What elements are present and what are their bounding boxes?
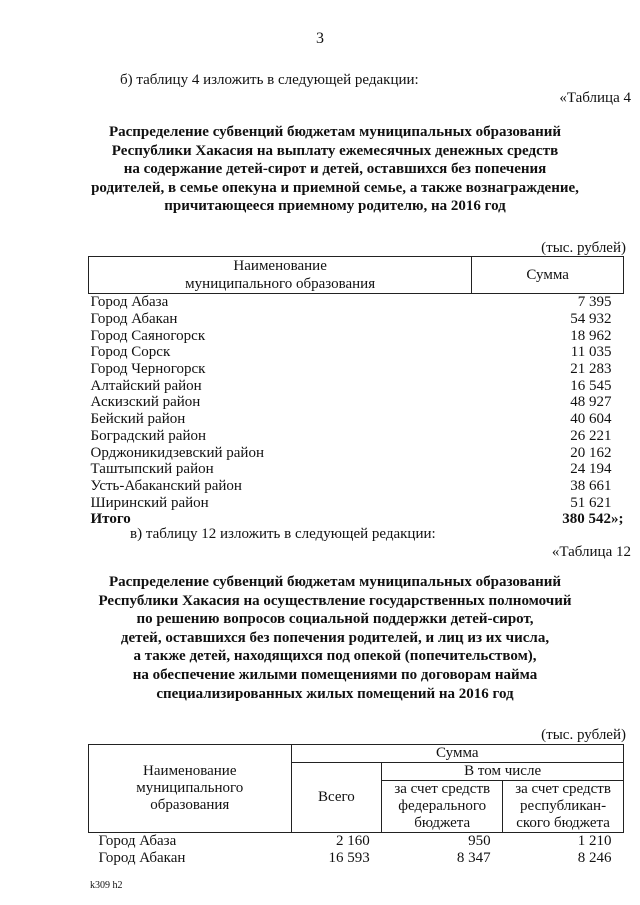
table4-title-line: Распределение субвенций бюджетам муниципальных образований [108, 124, 562, 140]
table12-header-row [89, 745, 624, 763]
table-row [89, 361, 624, 378]
row-name: Ширинский район [90, 494, 209, 511]
table-row [89, 411, 624, 428]
table4-title-line: причитающееся приемному родителю, на 2016 год [164, 198, 506, 215]
footer-code: k309 h2 [90, 880, 123, 891]
table12-title-line: по решению вопросов социальной поддержки детей-сирот, [136, 611, 534, 628]
table4-unit: (тыс. рублей) [541, 240, 626, 256]
row-name: Аскизский район [90, 394, 201, 411]
row-name: Город Абаза [98, 833, 177, 849]
header-text: бюджета [414, 815, 471, 831]
table-row [89, 394, 624, 411]
header-text: образования [150, 797, 230, 813]
row-total: 16 593 [328, 850, 370, 866]
row-name: Город Абакан [90, 311, 178, 328]
table-row [89, 461, 624, 478]
header-text: Наименование [233, 258, 327, 274]
table-row [89, 444, 624, 461]
page-number: 3 [316, 30, 324, 47]
header-text: федерального [398, 798, 487, 814]
header-text: за счет средств [394, 781, 491, 797]
table4-header-sum: Сумма [472, 257, 624, 294]
header-text: ского бюджета [516, 815, 610, 831]
header-text: Наименование [143, 763, 237, 779]
table-row [89, 327, 624, 344]
table12-title-line: а также детей, находящихся под опекой (попечительством), [133, 648, 537, 665]
row-name: Город Саяногорск [90, 327, 206, 344]
table12-header-including: В том числе [382, 763, 624, 781]
table12-title-line: Распределение субвенций бюджетам муниципальных образований [108, 574, 562, 590]
row-name: Таштыпский район [90, 461, 214, 478]
header-text: муниципального образования [185, 276, 376, 292]
row-value: 16 545 [570, 377, 612, 394]
row-value: 24 194 [570, 461, 612, 478]
table-row [89, 478, 624, 495]
table12-title-line: Республики Хакасия на осуществление государственных полномочий [98, 592, 572, 609]
header-text: за счет средств [515, 781, 611, 797]
row-value: 26 221 [570, 427, 612, 444]
table4-header-name [89, 257, 472, 294]
table-row [89, 311, 624, 328]
row-federal: 8 347 [456, 850, 491, 866]
row-republic: 8 246 [577, 850, 612, 866]
row-value: 38 661 [570, 477, 612, 494]
row-value: 20 162 [570, 444, 612, 461]
table4 [88, 256, 624, 528]
row-name: Усть-Абаканский район [90, 477, 242, 494]
table12-header-name [89, 745, 292, 833]
row-value: 48 927 [570, 394, 612, 411]
row-name: Город Сорск [90, 344, 171, 361]
table-row [89, 428, 624, 445]
row-name: Орджоникидзевский район [90, 444, 264, 461]
row-value: 21 283 [570, 361, 612, 378]
table4-title-line: родителей, в семье опекуна и приемной семье, а также вознаграждение, [91, 179, 579, 196]
table12-title-line: специализированных жилых помещений на 2016 год [156, 685, 514, 702]
row-value: 51 621 [570, 494, 612, 511]
total-value: 380 542»; [562, 511, 624, 528]
row-total: 2 160 [336, 833, 370, 849]
table-row [89, 850, 624, 867]
header-text: муниципального [136, 780, 244, 796]
row-value: 7 395 [577, 294, 612, 311]
row-value: 54 932 [570, 311, 612, 328]
table12-header-total: Всего [291, 763, 382, 833]
table-row [89, 494, 624, 511]
table4-header-row [89, 257, 624, 294]
table4-title-line: на содержание детей-сирот и детей, оставшихся без попечения [123, 161, 547, 178]
row-name: Алтайский район [90, 377, 202, 394]
table-row [89, 833, 624, 851]
paragraph-c: в) таблицу 12 изложить в следующей редакции: [130, 526, 436, 542]
total-label: Итого [90, 511, 131, 528]
table12 [88, 744, 624, 867]
row-name: Город Абакан [98, 850, 186, 866]
row-value: 18 962 [570, 327, 612, 344]
row-name: Город Черногорск [90, 361, 206, 378]
row-name: Город Абаза [90, 294, 169, 311]
table12-header-sum: Сумма [291, 745, 623, 763]
row-name: Бейский район [90, 411, 186, 428]
table4-title [60, 123, 610, 216]
table-row [89, 377, 624, 394]
row-republic: 1 210 [577, 833, 612, 849]
table12-header-republic [503, 781, 624, 833]
table12-unit: (тыс. рублей) [541, 727, 626, 743]
table12-title-line: на обеспечение жилыми помещениями по договорам найма [132, 666, 538, 683]
table12-label: «Таблица 12 [551, 544, 631, 560]
table-row [89, 344, 624, 361]
row-name: Боградский район [90, 427, 207, 444]
table12-title [60, 573, 610, 703]
table12-title-line: детей, оставшихся без попечения родителей, и лиц из их числа, [120, 629, 550, 646]
table-row [89, 294, 624, 311]
table12-header-federal [382, 781, 503, 833]
header-text: республикан- [520, 798, 607, 814]
table4-title-line: Республики Хакасия на выплату ежемесячных денежных средств [111, 142, 559, 159]
paragraph-b: б) таблицу 4 изложить в следующей редакции: [120, 72, 419, 88]
table4-label: «Таблица 4 [559, 90, 631, 106]
row-value: 40 604 [570, 411, 612, 428]
row-federal: 950 [468, 833, 491, 849]
row-value: 11 035 [570, 344, 612, 361]
